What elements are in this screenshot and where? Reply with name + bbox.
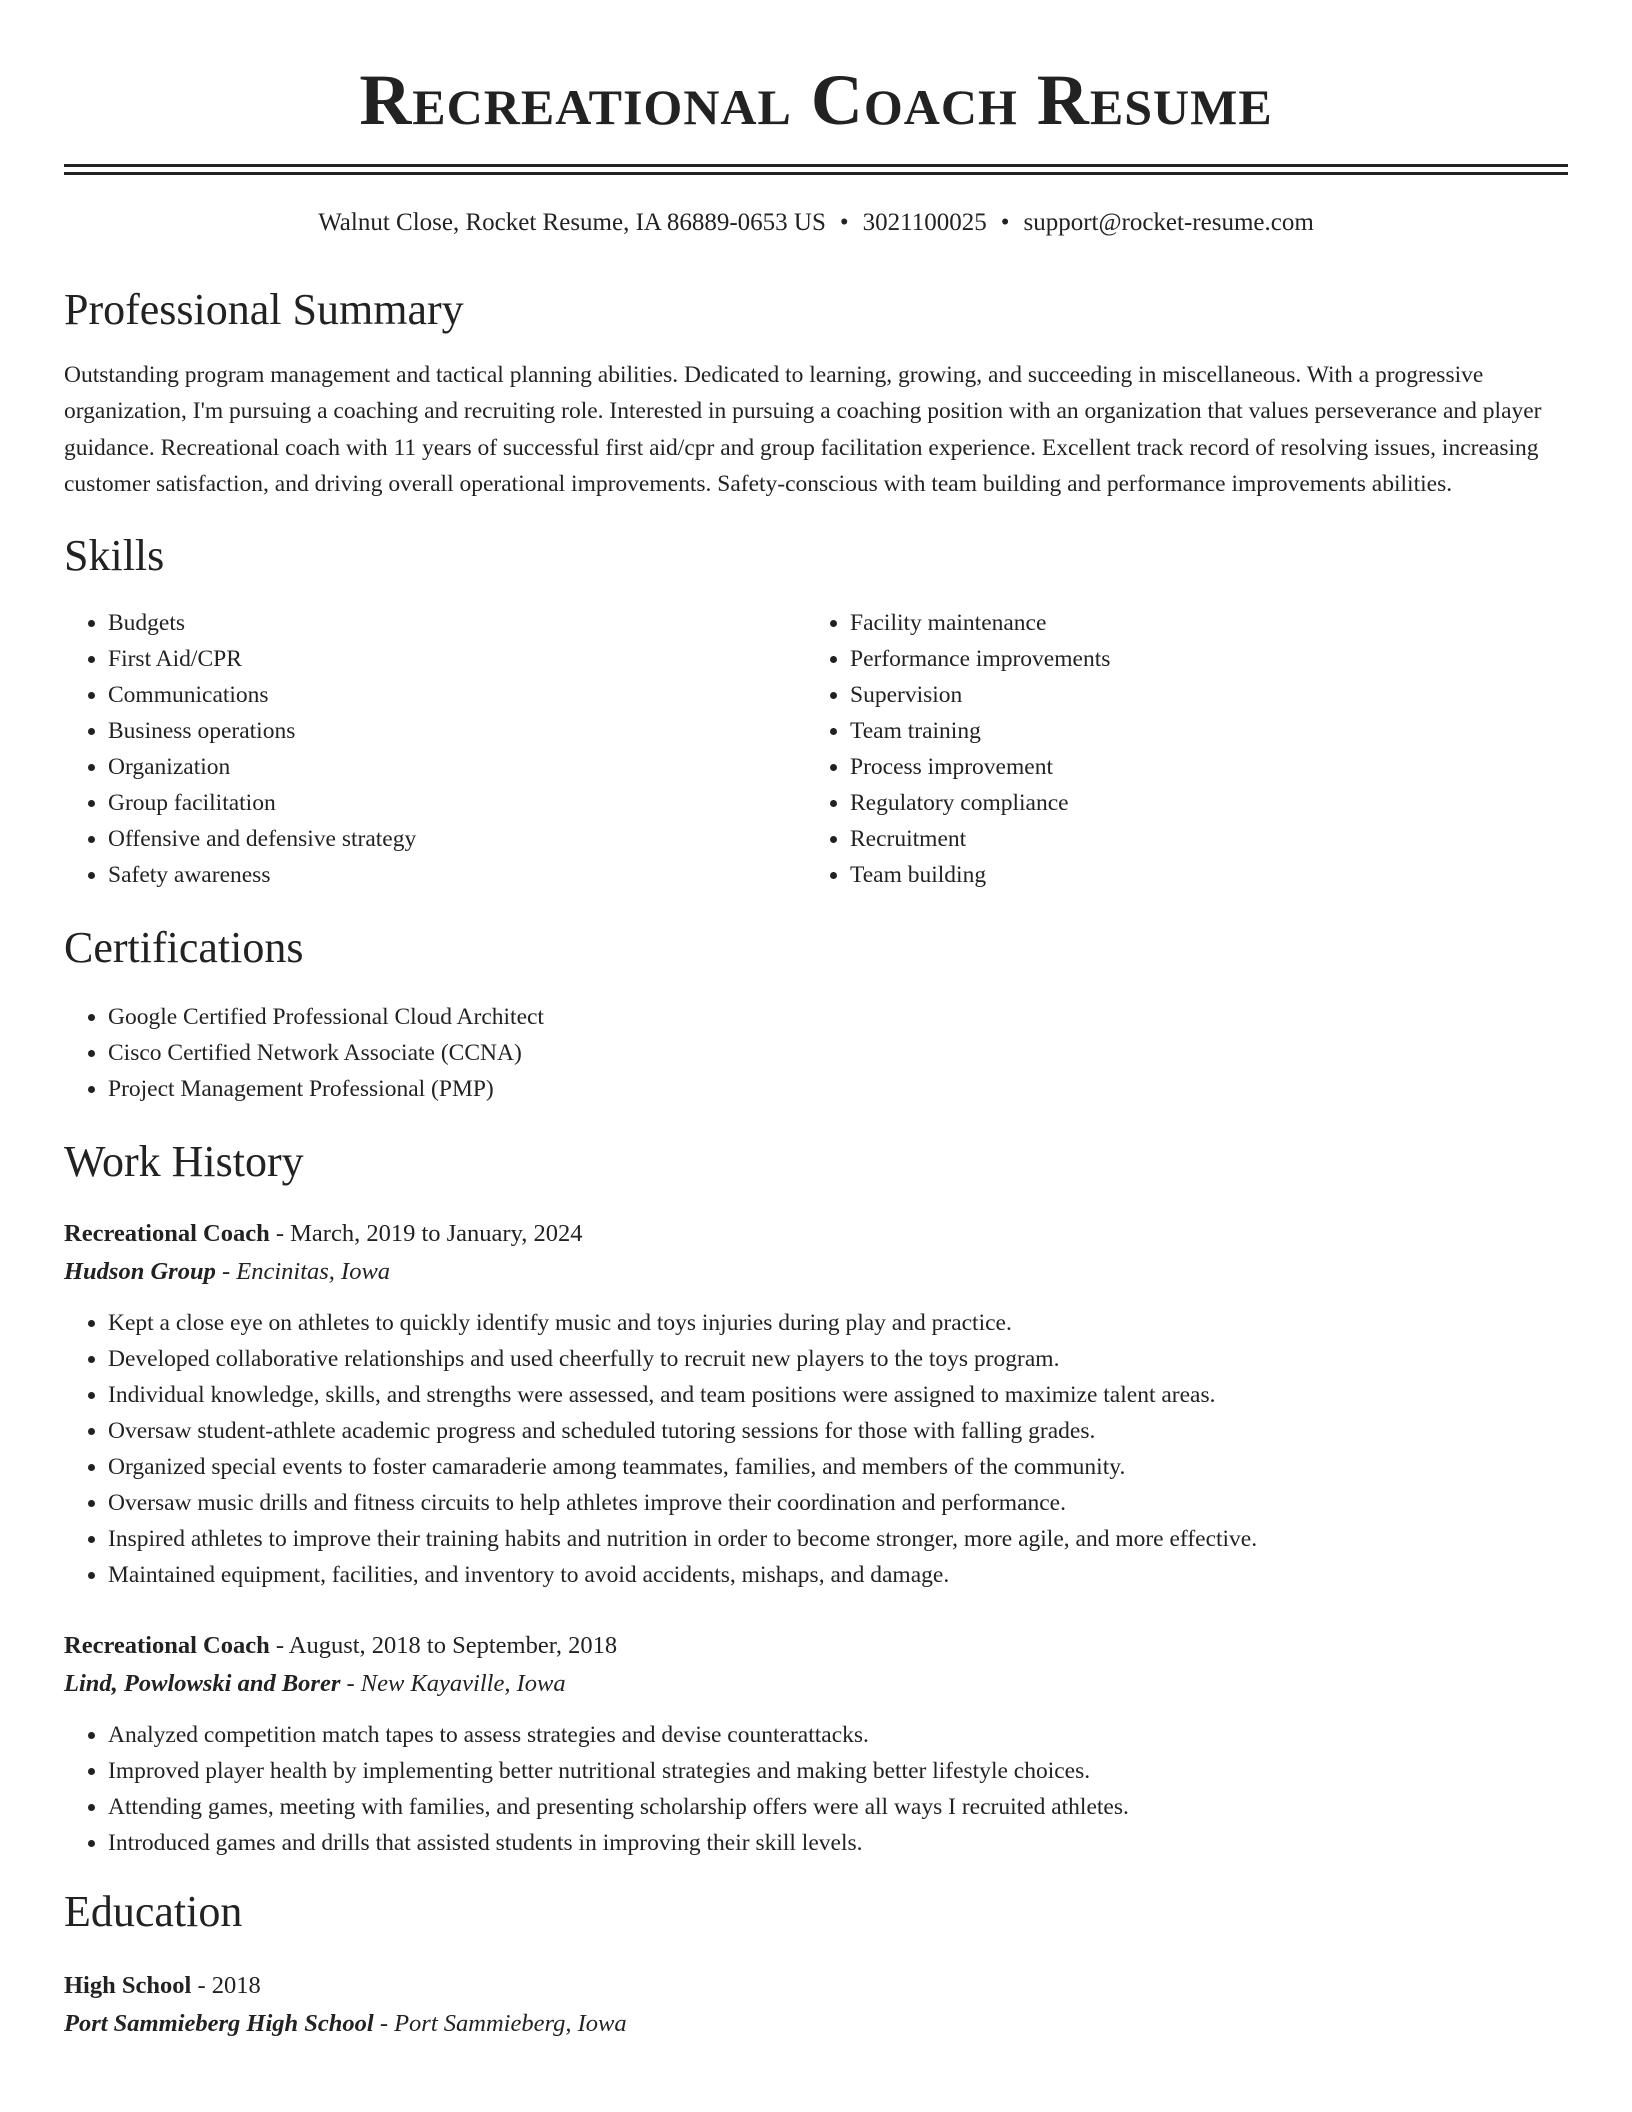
job-dates: - August, 2018 to September, 2018 (269, 1631, 618, 1659)
skill-item: • First Aid/CPR (108, 641, 806, 677)
education-location: - Port Sammieberg, Iowa (373, 2009, 627, 2037)
contact-separator: • (839, 209, 849, 236)
job-duty: • Analyzed competition match tapes to assess strategies and devise counterattacks. (108, 1717, 1568, 1753)
contact-line (64, 205, 1568, 241)
skills-columns (64, 605, 1568, 893)
job-duty: • Individual knowledge, skills, and strengths were assessed, and team positions were assigned to maximize talent areas. (108, 1377, 1568, 1413)
certification-item: • Cisco Certified Network Associate (CCNA) (108, 1035, 1568, 1071)
job-company: Hudson Group (64, 1257, 216, 1285)
skills-list-left (64, 605, 806, 893)
job-duties-list (64, 1305, 1568, 1593)
skill-item: • Performance improvements (850, 641, 1548, 677)
job-title-line (64, 1627, 1568, 1665)
skills-heading: Skills (64, 530, 165, 580)
job-duty: • Oversaw student-athlete academic progress and scheduled tutoring sessions for those with falling grades. (108, 1413, 1568, 1449)
skill-item: • Business operations (108, 713, 806, 749)
job-entry (64, 1215, 1568, 1593)
skill-item: • Supervision (850, 677, 1548, 713)
job-entry (64, 1627, 1568, 1861)
skill-item: • Recruitment (850, 821, 1548, 857)
certifications-heading: Certifications (64, 922, 304, 972)
education-heading: Education (64, 1886, 243, 1936)
summary-heading: Professional Summary (64, 285, 464, 334)
job-title: Recreational Coach (64, 1219, 270, 1247)
job-title-line (64, 1215, 1568, 1253)
summary-text: Outstanding program management and tactical planning abilities. Dedicated to learning, growing, and succeeding in miscellaneous. With a progressive organization, I'm pursuing a coaching and recruiting role. Interested in pursuing a coaching position with an organization that values perseverance and player guidance. Recreational coach with 11 years of successful first aid/cpr and group facilitation experience. Excellent track record of resolving issues, increasing customer satisfaction, and driving overall operational improvements. Safety-conscious with team building and performance improvements abilities. (64, 362, 1542, 498)
contact-phone: 3021100025 (862, 209, 987, 236)
job-duty: • Kept a close eye on athletes to quickly identify music and toys injuries during play and practice. (108, 1305, 1568, 1341)
job-duty: • Oversaw music drills and fitness circuits to help athletes improve their coordination and performance. (108, 1485, 1568, 1521)
certifications-list (64, 999, 1568, 1107)
work-history-heading: Work History (64, 1136, 304, 1186)
contact-email: support@rocket-resume.com (1023, 209, 1314, 236)
skills-column-left (64, 605, 806, 893)
skill-item: • Team building (850, 857, 1548, 893)
job-location: - New Kayaville, Iowa (340, 1669, 566, 1697)
skill-item: • Budgets (108, 605, 806, 641)
job-location: - Encinitas, Iowa (215, 1257, 391, 1285)
job-duty: • Developed collaborative relationships and used cheerfully to recruit new players to the toys program. (108, 1341, 1568, 1377)
job-duty: • Attending games, meeting with families, and presenting scholarship offers were all ways I recruited athletes. (108, 1789, 1568, 1825)
education-school-line (64, 2005, 1568, 2043)
skill-item: • Offensive and defensive strategy (108, 821, 806, 857)
education-school: Port Sammieberg High School (64, 2009, 374, 2037)
job-company-line (64, 1665, 1568, 1703)
education-entry (64, 1967, 1568, 2043)
job-duty: • Maintained equipment, facilities, and inventory to avoid accidents, mishaps, and damage. (108, 1557, 1568, 1593)
title-divider (64, 164, 1568, 175)
contact-separator: • (1000, 209, 1010, 236)
job-duty: • Inspired athletes to improve their training habits and nutrition in order to become stronger, more agile, and more effective. (108, 1521, 1568, 1557)
contact-address: Walnut Close, Rocket Resume, IA 86889-0653 US (318, 209, 826, 236)
job-dates: - March, 2019 to January, 2024 (269, 1219, 583, 1247)
job-company: Lind, Powlowski and Borer (64, 1669, 341, 1697)
certification-item: • Project Management Professional (PMP) (108, 1071, 1568, 1107)
job-duties-list (64, 1717, 1568, 1861)
skill-item: • Facility maintenance (850, 605, 1548, 641)
skills-column-right (806, 605, 1548, 893)
job-company-line (64, 1253, 1568, 1291)
education-degree-line (64, 1967, 1568, 2005)
certification-item: • Google Certified Professional Cloud Architect (108, 999, 1568, 1035)
job-duty: • Introduced games and drills that assisted students in improving their skill levels. (108, 1825, 1568, 1861)
resume-title: Recreational Coach Resume (359, 60, 1273, 140)
skill-item: • Safety awareness (108, 857, 806, 893)
job-duty: • Organized special events to foster camaraderie among teammates, families, and members of the community. (108, 1449, 1568, 1485)
skill-item: • Communications (108, 677, 806, 713)
job-title: Recreational Coach (64, 1631, 270, 1659)
skill-item: • Process improvement (850, 749, 1548, 785)
skill-item: • Team training (850, 713, 1548, 749)
job-duty: • Improved player health by implementing better nutritional strategies and making better lifestyle choices. (108, 1753, 1568, 1789)
education-year: - 2018 (191, 1971, 261, 1999)
skill-item: • Regulatory compliance (850, 785, 1548, 821)
skill-item: • Group facilitation (108, 785, 806, 821)
education-degree: High School (64, 1971, 192, 1999)
skill-item: • Organization (108, 749, 806, 785)
skills-list-right (806, 605, 1548, 893)
